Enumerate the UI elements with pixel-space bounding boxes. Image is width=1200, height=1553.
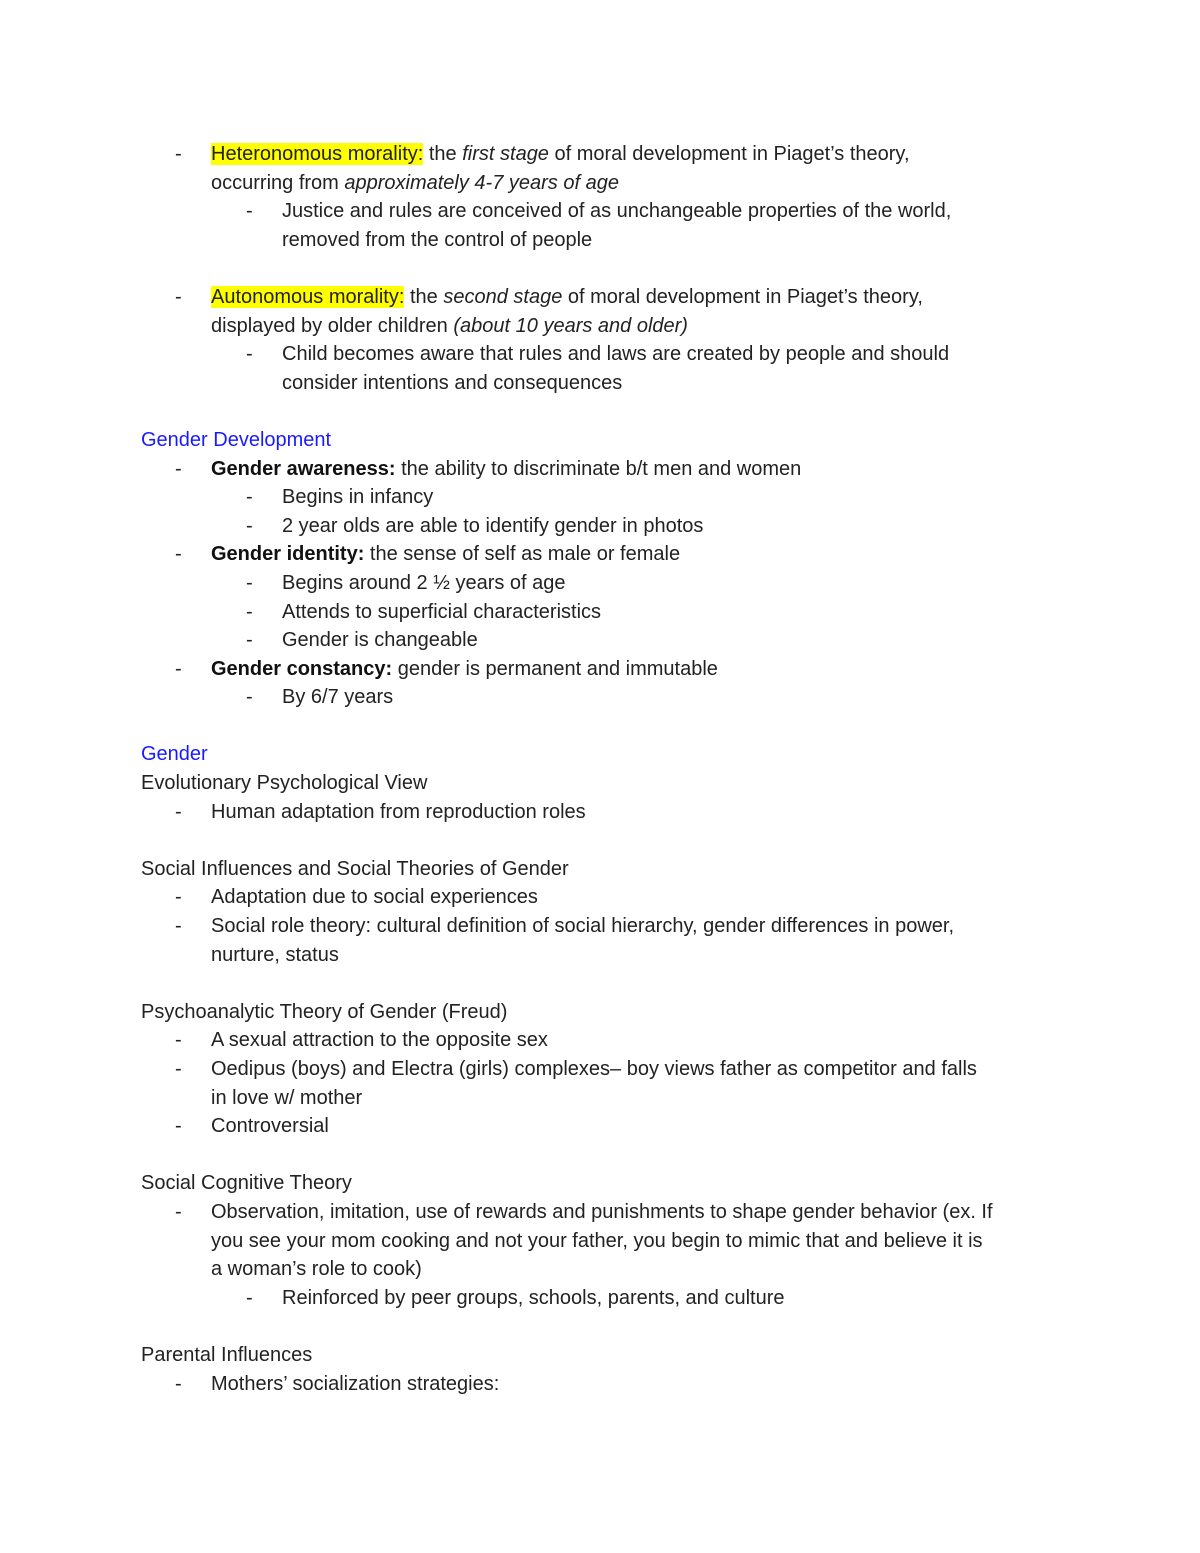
text-run: gender is permanent and immutable [392,657,718,680]
text-run: A sexual attraction to the opposite sex [211,1029,548,1052]
bullet-continuation [0,169,1200,198]
text-run: Gender is changeable [282,629,478,652]
section-heading-gender-development: Gender Development [141,428,332,451]
bullet-dash: - [175,543,182,566]
blank-line [0,1312,1200,1341]
text-run: of moral development in Piaget’s theory, [562,285,923,308]
text-run: nurture, status [211,943,339,966]
sub-bullet [0,626,1200,655]
bold-term: Gender awareness: [211,457,396,480]
text-run: the [404,285,444,308]
bullet [0,1055,1200,1084]
subsection-title: Social Cognitive Theory [141,1172,352,1195]
text-run: a woman’s role to cook) [211,1258,422,1281]
text-run: the [423,143,463,165]
bullet-dash: - [246,571,253,594]
blank-line [0,826,1200,855]
highlighted-term: Heteronomous morality: [211,143,424,165]
bullet-dash: - [175,285,182,308]
text-run: Mothers’ socialization strategies: [211,1372,500,1395]
bullet-dash: - [175,657,182,680]
blank-line [0,712,1200,741]
text-run: occurring from [211,171,345,194]
text-run: consider intentions and consequences [282,371,623,394]
bullet-continuation [0,312,1200,341]
italic-text: first stage [462,143,549,165]
italic-text: (about 10 years and older) [453,314,688,337]
bullet-dash: - [175,457,182,480]
bullet-dash: - [175,1372,182,1395]
bullet-autonomous-morality [0,283,1200,312]
text-run: Begins in infancy [282,486,434,509]
bullet-dash: - [175,800,182,823]
bullet-dash: - [175,1115,182,1138]
bullet-dash: - [175,1058,182,1080]
text-run: Controversial [211,1115,329,1138]
bullet-gender-identity [0,540,1200,569]
text-run: in love w/ mother [211,1086,363,1109]
text-run: displayed by older children [211,314,454,337]
italic-text: second stage [443,285,563,308]
text-run: 2 year olds are able to identify gender in photos [282,514,704,537]
bullet-continuation [0,1227,1200,1256]
text-run: Observation, imitation, use of rewards and punishments to shape gender behavior (ex. If [211,1200,993,1223]
sub-bullet [0,483,1200,512]
bullet-dash: - [246,343,253,366]
subsection-title: Evolutionary Psychological View [141,772,428,795]
text-run: Reinforced by peer groups, schools, parents, and culture [282,1286,785,1309]
subsection-title: Psychoanalytic Theory of Gender (Freud) [141,1000,508,1023]
bullet [0,1112,1200,1141]
text-run: By 6/7 years [282,686,394,709]
sub-bullet [0,512,1200,541]
highlighted-term: Autonomous morality: [211,285,405,308]
subsection-title: Social Influences and Social Theories of Gender [141,857,569,880]
bullet-dash: - [175,1200,182,1223]
text-run: Justice and rules are conceived of as unchangeable properties of the world, [282,200,952,223]
bullet-dash: - [246,1286,253,1309]
bold-term: Gender identity: [211,543,365,566]
bullet-gender-constancy [0,655,1200,684]
bullet-dash: - [246,686,253,709]
sub-bullet [0,569,1200,598]
text-run: of moral development in Piaget’s theory, [548,143,910,165]
bullet [0,912,1200,941]
bullet-heteronomous-morality [0,140,1200,169]
blank-line [0,969,1200,998]
sub-bullet [0,598,1200,627]
text-run: you see your mom cooking and not your father, you begin to mimic that and believe it is [211,1229,983,1252]
bullet-dash: - [246,629,253,652]
subsection-title: Parental Influences [141,1343,313,1366]
text-run: the ability to discriminate b/t men and women [395,457,802,480]
text-run: Oedipus (boys) and Electra (girls) complexes– boy views father as competitor and falls [211,1058,977,1080]
blank-line [0,397,1200,426]
sub-bullet-continuation [0,226,1200,255]
sub-bullet-continuation [0,369,1200,398]
bullet [0,1198,1200,1227]
bullet-continuation [0,941,1200,970]
sub-bullet [0,340,1200,369]
text-run: Child becomes aware that rules and laws are created by people and should [282,343,950,366]
bullet [0,798,1200,827]
sub-bullet [0,683,1200,712]
bullet-dash: - [246,200,253,223]
bullet-dash: - [246,600,253,623]
text-run: Social role theory: cultural definition of social hierarchy, gender differences in power, [211,915,954,938]
bullet-dash: - [175,143,182,165]
text-run: the sense of self as male or female [364,543,681,566]
bullet-dash: - [175,886,182,909]
bullet [0,883,1200,912]
bullet-continuation [0,1255,1200,1284]
bullet [0,1026,1200,1055]
bullet-continuation [0,1084,1200,1113]
bullet-dash: - [246,486,253,509]
text-run: Attends to superficial characteristics [282,600,602,623]
blank-line [0,1141,1200,1170]
bullet-dash: - [246,514,253,537]
bullet [0,1370,1200,1399]
text-run: removed from the control of people [282,228,593,251]
sub-bullet [0,197,1200,226]
section-heading-gender: Gender [141,743,208,766]
sub-bullet [0,1284,1200,1313]
text-run: Adaptation due to social experiences [211,886,538,909]
text-run: Begins around 2 ½ years of age [282,571,566,594]
italic-text: approximately 4-7 years of age [344,171,619,194]
text-run: Human adaptation from reproduction roles [211,800,586,823]
bullet-dash: - [175,915,182,938]
document-page [0,140,1200,1398]
bold-term: Gender constancy: [211,657,393,680]
bullet-gender-awareness [0,455,1200,484]
bullet-dash: - [175,1029,182,1052]
blank-line [0,254,1200,283]
